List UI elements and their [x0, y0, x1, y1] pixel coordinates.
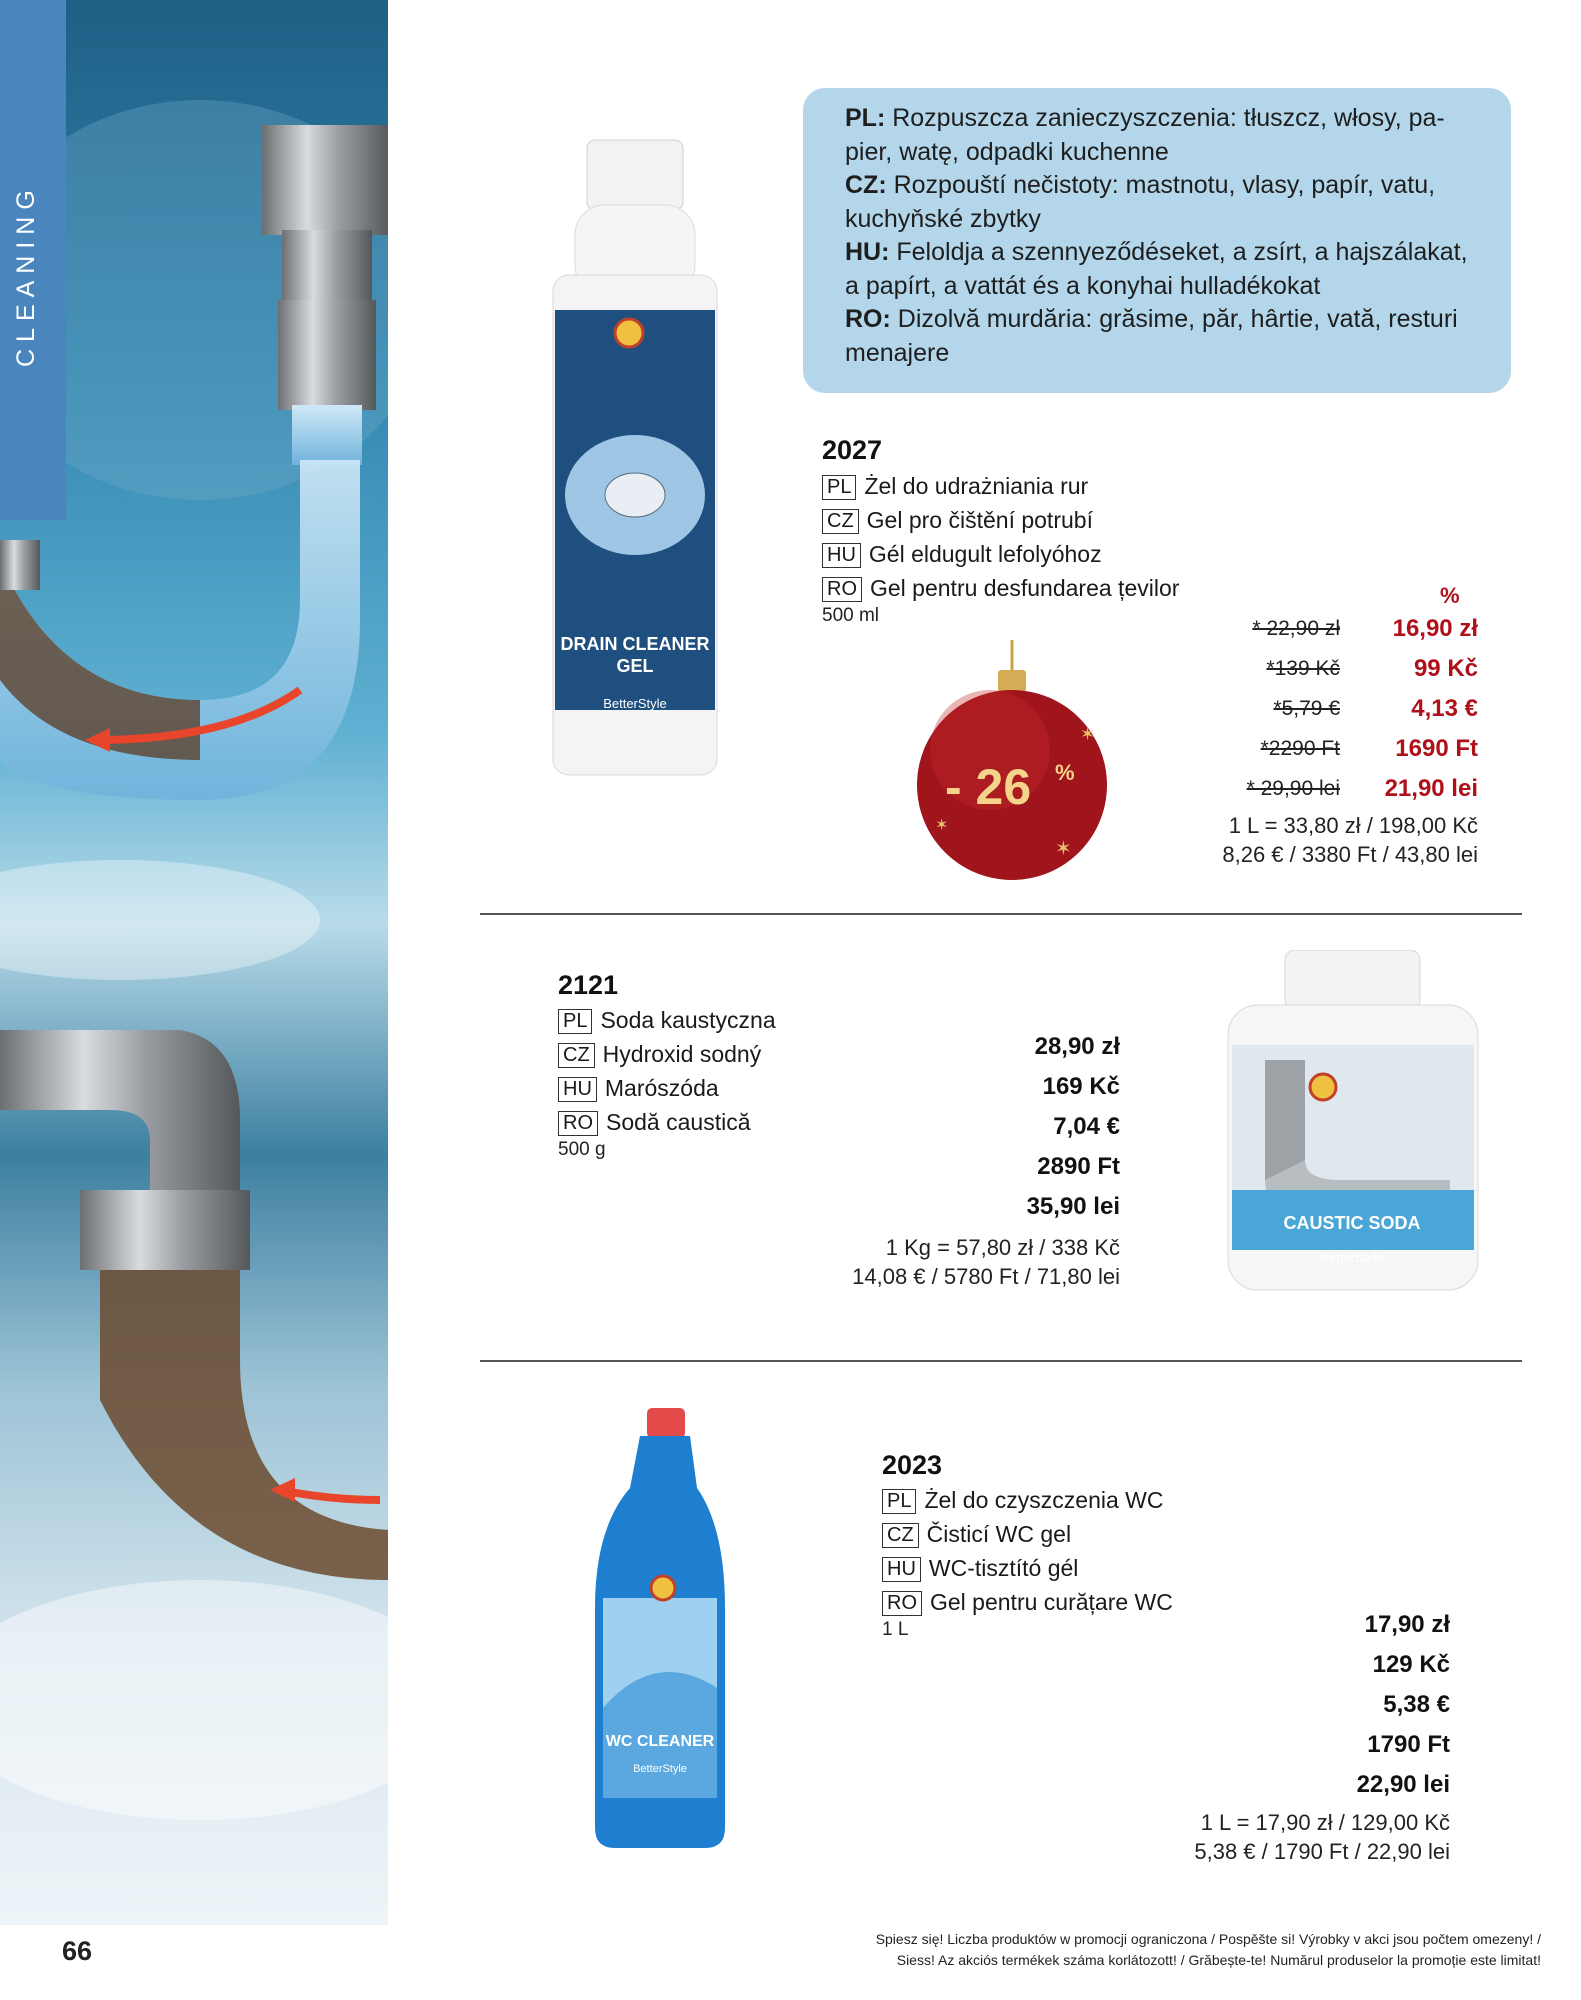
old-price-ron: * 29,90 lei [1246, 777, 1340, 800]
bottle-label: WC CLEANER [605, 1733, 715, 1750]
info-line: kuchyňské zbytky [845, 204, 1041, 233]
unit-price: 1 L = 33,80 zł / 198,00 Kč 8,26 € / 3380 Ft / 43,80 lei [1222, 813, 1478, 867]
old-price-eur: *5,79 € [1273, 697, 1340, 720]
price-czk: 169 Kč [1042, 1073, 1120, 1100]
info-line: pier, watę, odpadki kuchenne [845, 137, 1169, 166]
product-names [882, 1483, 1173, 1641]
name-cz: CZ Hydroxid sodný [558, 1037, 776, 1071]
product-size: 1 L [882, 1619, 909, 1640]
name-pl: PL Soda kaustyczna [558, 1003, 776, 1037]
info-line: a papírt, a vattát és a konyhai hulladékokat [845, 271, 1321, 300]
name-hu: HU WC-tisztító gél [882, 1551, 1173, 1585]
name-ro: RO Sodă caustică [558, 1105, 776, 1139]
unit-price: 1 L = 17,90 zł / 129,00 Kč 5,38 € / 1790 Ft / 22,90 lei [1194, 1810, 1450, 1864]
name-hu: HU Gél eldugult lefolyóhoz [822, 537, 1179, 571]
name-cz: CZ Gel pro čištění potrubí [822, 503, 1179, 537]
old-price-czk: *139 Kč [1266, 657, 1340, 680]
product-names [558, 1003, 776, 1161]
info-line: PL: Rozpuszcza zanieczyszczenia: tłuszcz, włosy, pa- [845, 104, 1445, 132]
info-line: RO: Dizolvă murdăria: grăsime, păr, hârtie, vată, resturi [845, 305, 1458, 333]
svg-text:✶: ✶ [935, 817, 949, 834]
product-size: 500 ml [822, 605, 880, 626]
info-line: CZ: Rozpouští nečistoty: mastnotu, vlasy, papír, vatu, [845, 171, 1436, 199]
name-hu: HU Marószóda [558, 1071, 776, 1105]
discount-value: - 26 [945, 759, 1032, 815]
price-eur: 5,38 € [1383, 1691, 1450, 1718]
bottle-label: DRAIN CLEANER GEL [560, 634, 710, 676]
prices [980, 1027, 1120, 1227]
product-names [822, 469, 1179, 627]
name-ro: RO Gel pentru curățare WC [882, 1585, 1173, 1619]
info-line: menajere [845, 338, 950, 367]
price-ron: 22,90 lei [1356, 1771, 1450, 1798]
brand-logo: BetterStyle [603, 696, 667, 711]
price-ron: 21,90 lei [1384, 775, 1478, 802]
brand-logo: BetterStyle [633, 1763, 687, 1775]
price-ron: 35,90 lei [1026, 1193, 1120, 1220]
price-huf: 2890 Ft [1037, 1153, 1120, 1180]
section-label: CLEANING [12, 183, 40, 367]
info-box [803, 88, 1511, 393]
svg-text:✶: ✶ [1055, 838, 1072, 860]
price-pln: 28,90 zł [1034, 1033, 1120, 1060]
info-line: HU: Feloldja a szennyeződéseket, a zsírt, a hajszálakat, [845, 238, 1468, 266]
percent-marker: % [1440, 583, 1460, 608]
footer-disclaimer: Spiesz się! Liczba produktów w promocji ograniczona / Pospěšte si! Výrobky v akci jsou počtem omezeny! / Siess! Az akciós termékek száma korlátozott! / Grăbește-te! Numărul produselor la promoție este limitat! [875, 1931, 1541, 1968]
old-price-pln: * 22,90 zł [1252, 617, 1340, 640]
product-number: 2027 [822, 435, 883, 465]
product-number: 2023 [882, 1450, 943, 1480]
price-huf: 1790 Ft [1367, 1731, 1450, 1758]
svg-text:✶: ✶ [1080, 724, 1096, 744]
name-cz: CZ Čisticí WC gel [882, 1517, 1173, 1551]
discount-symbol: % [1055, 760, 1075, 785]
price-pln: 16,90 zł [1392, 615, 1478, 642]
name-pl: PL Żel do czyszczenia WC [882, 1483, 1173, 1517]
price-czk: 99 Kč [1413, 655, 1478, 682]
old-price-huf: *2290 Ft [1260, 737, 1340, 760]
unit-price: 1 Kg = 57,80 zł / 338 Kč 14,08 € / 5780 Ft / 71,80 lei [852, 1235, 1120, 1289]
old-prices [1200, 609, 1340, 809]
name-ro: RO Gel pentru desfundarea țevilor [822, 571, 1179, 605]
caustic-soda-jar-image [1220, 950, 1485, 1300]
section-divider [480, 1360, 1522, 1362]
price-eur: 7,04 € [1053, 1113, 1120, 1140]
section-divider [480, 913, 1522, 915]
product-number: 2121 [558, 970, 619, 1000]
sale-prices [1340, 609, 1478, 809]
brand-logo: BetterStyle [1320, 1250, 1384, 1265]
price-eur: 4,13 € [1411, 695, 1478, 722]
price-czk: 129 Kč [1372, 1651, 1450, 1678]
name-pl: PL Żel do udrażniania rur [822, 469, 1179, 503]
bottle-label: CAUSTIC SODA [1283, 1213, 1421, 1233]
price-huf: 1690 Ft [1395, 735, 1478, 762]
wc-cleaner-bottle-image [585, 1408, 735, 1853]
product-size: 500 g [558, 1139, 606, 1160]
page-number: 66 [62, 1936, 93, 1966]
prices [1310, 1605, 1450, 1805]
price-pln: 17,90 zł [1364, 1611, 1450, 1638]
